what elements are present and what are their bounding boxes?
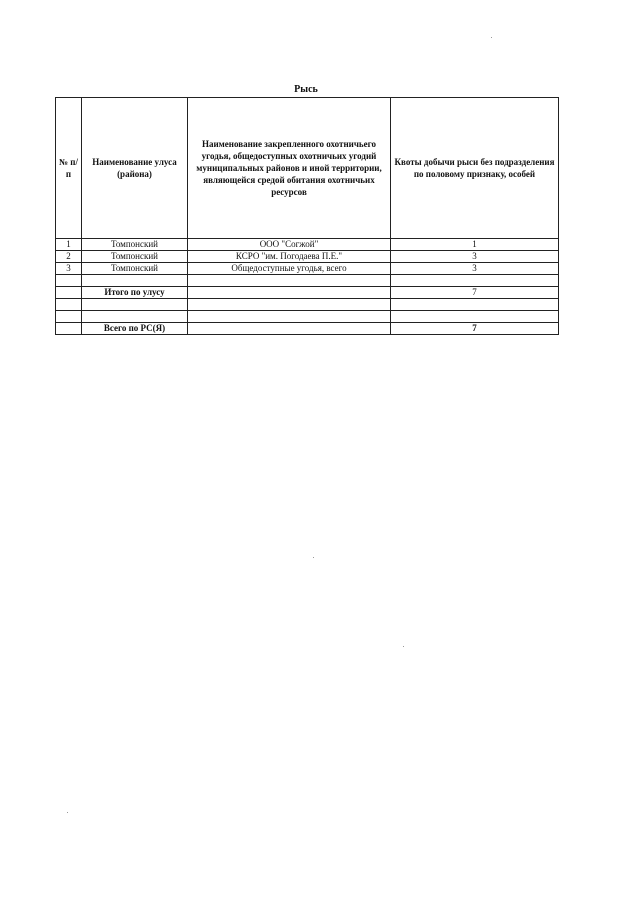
row-quota: 3 [391,263,559,275]
empty-cell [391,299,559,311]
table-row [56,239,559,251]
total-ulus-quota: 7 [391,287,559,299]
total-rs-quota: 7 [391,323,559,335]
empty-cell [82,275,188,287]
table-header-row [56,98,559,239]
empty-cell [391,275,559,287]
row-ulus: Томпонский [82,263,188,275]
row-quota: 1 [391,239,559,251]
empty-cell [391,311,559,323]
page-title: Рысь [294,84,318,95]
empty-row [56,299,559,311]
row-number: 3 [56,263,82,275]
scan-speck [67,812,68,813]
row-hunting-area: Общедоступные угодья, всего [188,263,391,275]
empty-cell [82,311,188,323]
empty-cell [56,275,82,287]
empty-cell [188,287,391,299]
empty-cell [56,299,82,311]
row-ulus: Томпонский [82,239,188,251]
row-number: 1 [56,239,82,251]
header-hunting-area: Наименование закрепленного охотничьего угодья, общедоступных охотничьих угодий муниципальных районов и иной территории, являющейся средой обитания охотничьих ресурсов [188,98,391,239]
empty-cell [188,299,391,311]
total-ulus-row [56,287,559,299]
total-ulus-label: Итого по улусу [82,287,188,299]
row-hunting-area: КСРО "им. Погодаева П.Е." [188,251,391,263]
table-row [56,263,559,275]
row-quota: 3 [391,251,559,263]
scan-speck [491,37,492,38]
header-number: № п/п [56,98,82,239]
empty-cell [56,287,82,299]
row-number: 2 [56,251,82,263]
table-row [56,251,559,263]
header-ulus: Наименование улуса (района) [82,98,188,239]
scan-speck [403,646,404,647]
empty-cell [188,311,391,323]
row-ulus: Томпонский [82,251,188,263]
empty-cell [188,323,391,335]
quota-table [55,97,559,335]
empty-cell [188,275,391,287]
total-rs-label: Всего по РС(Я) [82,323,188,335]
empty-cell [56,311,82,323]
empty-row [56,275,559,287]
row-hunting-area: ООО "Согжой" [188,239,391,251]
empty-row [56,311,559,323]
header-quota: Квоты добычи рыси без подразделения по половому признаку, особей [391,98,559,239]
empty-cell [82,299,188,311]
total-rs-row [56,323,559,335]
empty-cell [56,323,82,335]
scan-speck [313,557,314,558]
